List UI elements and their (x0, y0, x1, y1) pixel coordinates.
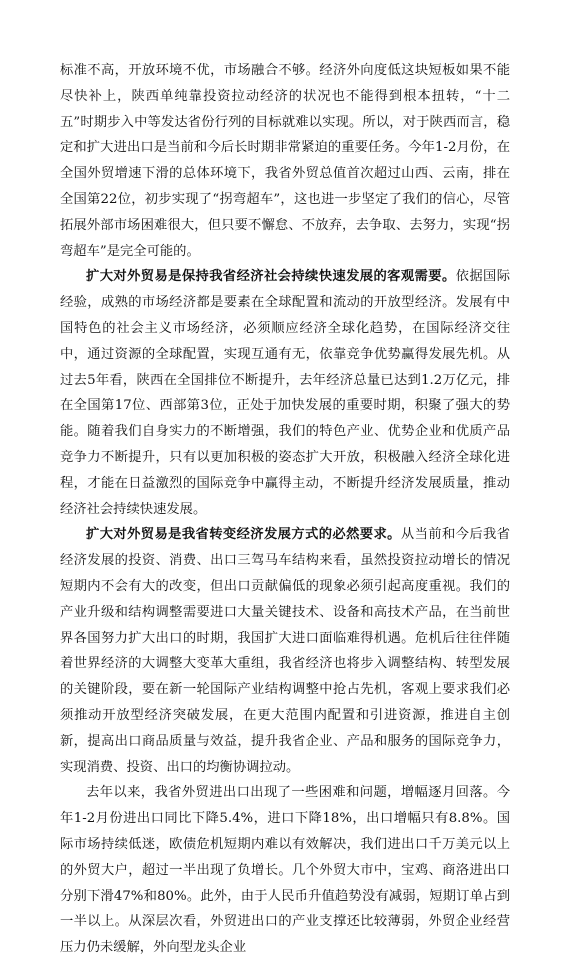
paragraph-2 (60, 264, 510, 522)
paragraph-2-lead: 扩大对外贸易是保持我省经济社会持续快速发展的客观需要。 (86, 269, 456, 285)
paragraph-1-text: 标准不高，开放环境不优，市场融合不够。经济外向度低这块短板如果不能尽快补上，陕西单纯靠投资拉动经济的状况也不能得到根本扭转，“十二五”时期步入中等发达省份行列的目标就难以实现。所以，对于陕西而言，稳定和扩大进出口是当前和今后长时期非常紧迫的重要任务。今年1-2月份，在全国外贸增速下滑的总体环境下，我省外贸总值首次超过山西、云南，排在全国第22位，初步实现了“拐弯超车”，这也进一步坚定了我们的信心，尽管拓展外部市场困难很大，但只要不懈怠、不放弃，去争取、去努力，实现“拐弯超车”是完全可能的。 (60, 63, 510, 259)
paragraph-3-lead: 扩大对外贸易是我省转变经济发展方式的必然要求。 (86, 527, 401, 543)
paragraph-4-text: 去年以来，我省外贸进出口出现了一些困难和问题，增幅逐月回落。今年1-2月份进出口同比下降5.4%，进口下降18%，出口增幅只有8.8%。国际市场持续低迷，欧债危机短期内难以有效解决，我们进出口千万美元以上的外贸大户，超过一半出现了负增长。几个外贸大市中，宝鸡、商洛进出口分别下滑47%和80%。此外，由于人民币升值趋势没有减弱，短期订单占到一半以上。从深层次看，外贸进出口的产业支撑还比较薄弱，外贸企业经营压力仍未缓解，外向型龙头企业 (60, 785, 510, 956)
paragraph-3-text: 从当前和今后我省经济发展的投资、消费、出口三驾马车结构来看，虽然投资拉动增长的情况短期内不会有大的改变，但出口贡献偏低的现象必须引起高度重视。我们的产业升级和结构调整需要进口大量关键技术、设备和高技术产品，在当前世界各国努力扩大出口的时期，我国扩大进口面临难得机遇。危机后往往伴随着世界经济的大调整大变革大重组，我省经济也将步入调整结构、转型发展的关键阶段，要在新一轮国际产业结构调整中抢占先机，客观上要求我们必须推动开放型经济突破发展，在更大范围内配置和引进资源，推进自主创新，提高出口商品质量与效益，提升我省企业、产品和服务的国际竞争力，实现消费、投资、出口的均衡协调拉动。 (60, 527, 511, 775)
paragraph-3 (60, 522, 510, 780)
paragraph-1 (60, 58, 510, 264)
paragraph-4 (60, 780, 510, 961)
paragraph-2-text: 依据国际经验，成熟的市场经济都是要素在全球配置和流动的开放型经济。发展有中国特色的社会主义市场经济，必须顺应经济全球化趋势，在国际经济交往中，通过资源的全球配置，实现互通有无，依靠竞争优势赢得发展先机。从过去5年看，陕西在全国排位不断提升，去年经济总量已达到1.2万亿元，排在全国第17位、西部第3位，正处于加快发展的重要时期，积聚了强大的势能。随着我们自身实力的不断增强，我们的特色产业、优势企业和优质产品竞争力不断提升，只有以更加积极的姿态扩大开放，积极融入经济全球化进程，才能在日益激烈的国际竞争中赢得主动，不断提升经济发展质量，推动经济社会持续快速发展。 (60, 269, 511, 517)
